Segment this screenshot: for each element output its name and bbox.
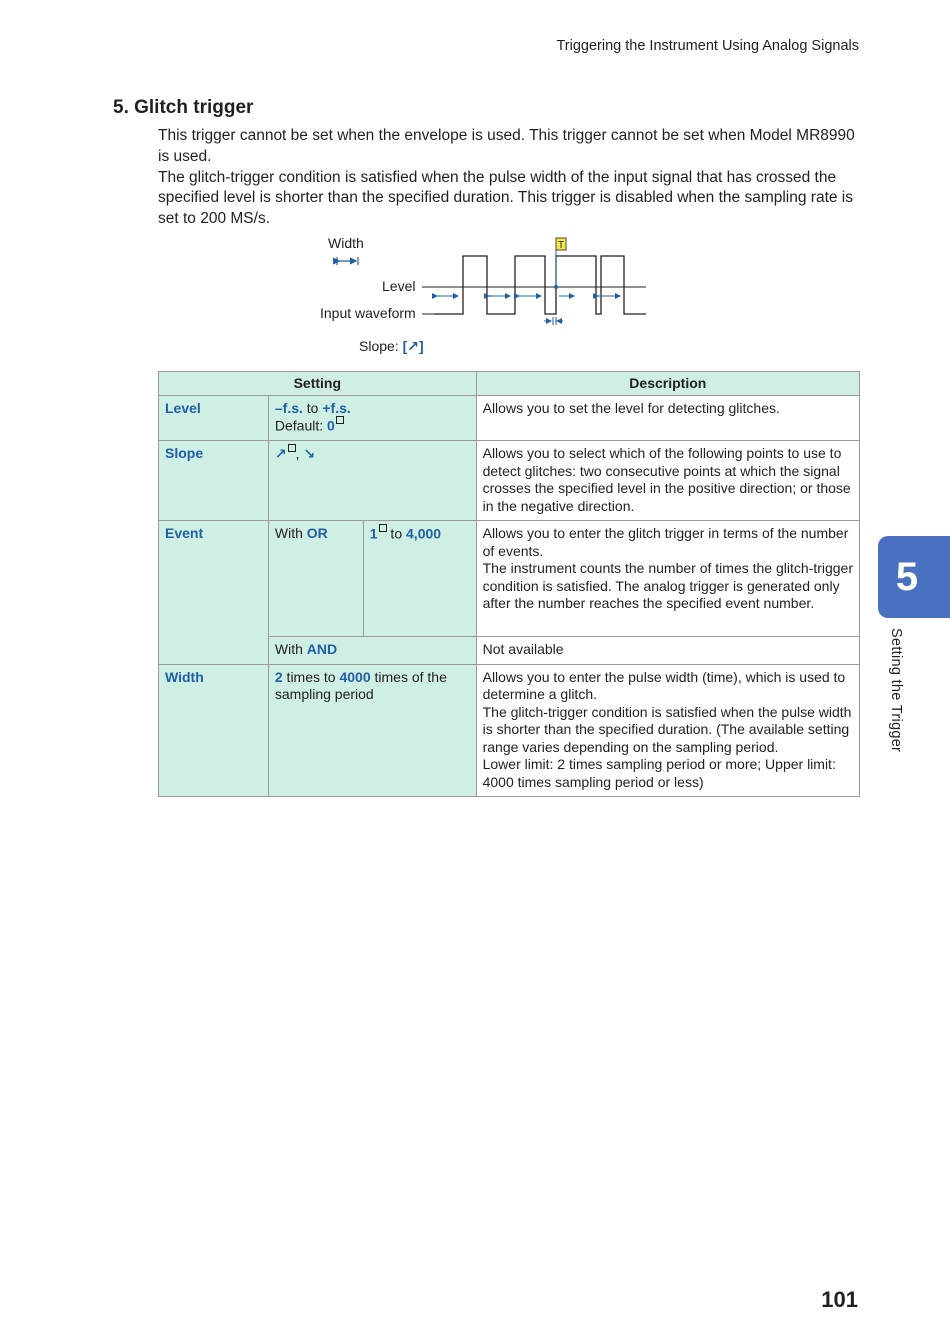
slope-name: Slope bbox=[159, 441, 269, 521]
intro-text bbox=[158, 126, 863, 230]
chapter-title-vertical: Setting the Trigger bbox=[888, 628, 904, 753]
trigger-point bbox=[554, 285, 558, 289]
event-name: Event bbox=[159, 521, 269, 665]
width-description: Allows you to enter the pulse width (time), which is used to determine a glitch. The glitch-trigger condition is satisfied when the pulse width is shorter than the specified duration. (The available setting range varies depending on the sampling period. Lower limit: 2 times sampling period or more; Upper limit: 4000 times sampling period or less) bbox=[476, 664, 859, 797]
slope-up-icon: ↗ bbox=[274, 445, 287, 462]
header-setting: Setting bbox=[159, 372, 477, 396]
table-header-row bbox=[159, 372, 860, 396]
slope-description: Allows you to select which of the following points to use to detect glitches: two consecutive points at which the signal crosses the specified level in the positive direction; or those in the negative direction. bbox=[476, 441, 859, 521]
running-header: Triggering the Instrument Using Analog Signals bbox=[556, 38, 859, 54]
event-and-mode: With AND bbox=[268, 637, 476, 665]
section-title: 5. Glitch trigger bbox=[113, 97, 254, 118]
event-or-description: Allows you to enter the glitch trigger in terms of the number of events. The instrument counts the number of times the glitch-trigger condition is satisfied. The analog trigger is generated only after the number reaches the specified event number. bbox=[476, 521, 859, 637]
trigger-marker-text: T bbox=[558, 240, 565, 251]
event-and-description: Not available bbox=[476, 637, 859, 665]
slope-value: [↗] bbox=[402, 338, 424, 354]
default-mark-icon bbox=[379, 524, 387, 532]
table-row-level bbox=[159, 395, 860, 441]
intro-paragraph-1: This trigger cannot be set when the envelope is used. This trigger cannot be set when Model MR8990 is used. bbox=[158, 127, 855, 165]
chapter-tab: 5 bbox=[878, 536, 950, 618]
event-or-range: 1 to 4,000 bbox=[363, 521, 476, 637]
glitch-waveform-diagram bbox=[310, 232, 660, 362]
glitch-trigger-settings-table bbox=[158, 371, 860, 797]
width-name: Width bbox=[159, 664, 269, 797]
header-description: Description bbox=[476, 372, 859, 396]
table-row-slope bbox=[159, 441, 860, 521]
default-mark-icon bbox=[336, 416, 344, 424]
event-or-mode: With OR bbox=[268, 521, 363, 637]
width-label: Width bbox=[328, 235, 364, 251]
level-setting: –f.s. to +f.s. Default: 0 bbox=[268, 395, 476, 441]
slope-down-icon: ↘ bbox=[303, 445, 316, 462]
input-waveform-line bbox=[434, 256, 646, 314]
level-description: Allows you to set the level for detecting glitches. bbox=[476, 395, 859, 441]
page-number: 101 bbox=[821, 1287, 858, 1312]
width-setting: 2 times to 4000 times of the sampling period bbox=[268, 664, 476, 797]
waveform-graphic bbox=[310, 232, 660, 342]
table-row-width bbox=[159, 664, 860, 797]
level-name: Level bbox=[159, 395, 269, 441]
table-row-event-or bbox=[159, 521, 860, 637]
level-label: Level bbox=[382, 278, 416, 294]
slope-label: Slope: bbox=[359, 338, 399, 354]
slope-setting: ↗ , ↘ bbox=[268, 441, 476, 521]
intro-paragraph-2: The glitch-trigger condition is satisfied when the pulse width of the input signal that has crossed the specified level is shorter than the specified duration. This trigger is disabled when the sampling rate is set to 200 MS/s. bbox=[158, 168, 854, 228]
default-mark-icon bbox=[288, 444, 296, 452]
input-waveform-label: Input waveform bbox=[320, 305, 416, 321]
